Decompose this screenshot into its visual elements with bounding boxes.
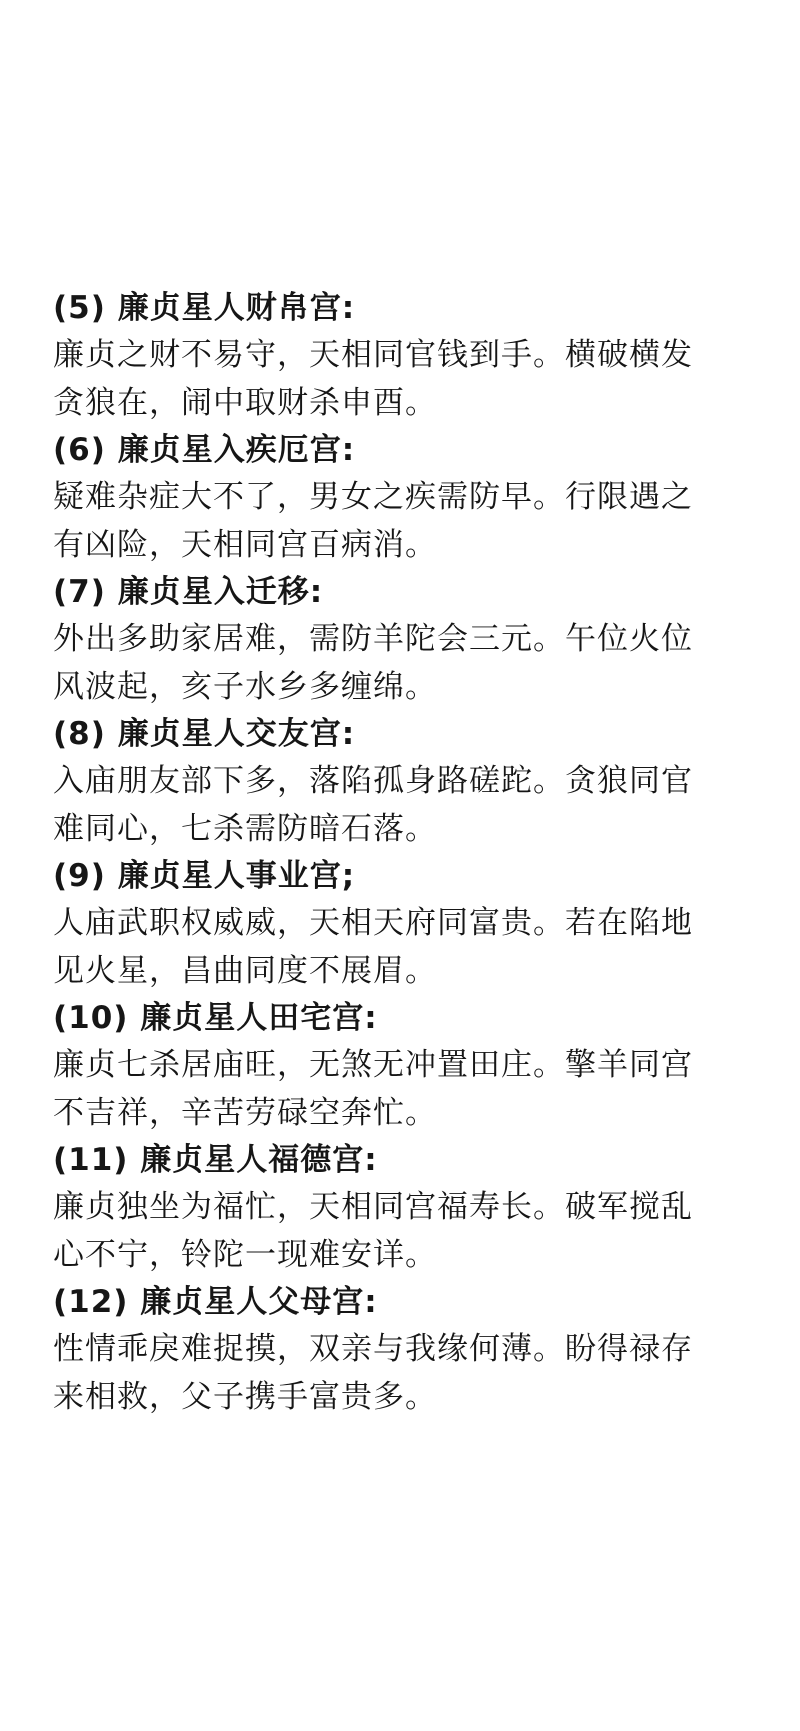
section-text-line: 廉贞七杀居庙旺，无煞无冲置田庄。擎羊同宫 <box>53 1047 693 1083</box>
section-heading: (7) 廉贞星入迁移: <box>53 574 324 610</box>
section-heading: (9) 廉贞星人事业宫; <box>53 858 356 894</box>
section-7 <box>53 569 753 711</box>
section-6 <box>53 427 753 569</box>
section-text-line: 廉贞之财不易守，天相同官钱到手。横破横发 <box>53 337 693 373</box>
section-text-line: 贪狼在，闹中取财杀申酉。 <box>53 385 437 421</box>
section-10 <box>53 995 753 1137</box>
section-text-line: 见火星，昌曲同度不展眉。 <box>53 953 437 989</box>
section-text-line: 风波起，亥子水乡多缠绵。 <box>53 669 437 705</box>
section-5 <box>53 285 753 427</box>
section-11 <box>53 1137 753 1279</box>
section-text-line: 疑难杂症大不了，男女之疾需防早。行限遇之 <box>53 479 693 515</box>
document-body <box>53 285 753 1421</box>
section-heading: (10) 廉贞星人田宅宫: <box>53 1000 378 1036</box>
section-heading: (11) 廉贞星人福德宫: <box>53 1142 378 1178</box>
section-heading: (5) 廉贞星人财帛宫: <box>53 290 356 326</box>
section-heading: (8) 廉贞星人交友宫: <box>53 716 356 752</box>
section-text-line: 廉贞独坐为福忙，天相同宫福寿长。破军搅乱 <box>53 1189 693 1225</box>
section-text-line: 人庙武职权威威，天相天府同富贵。若在陷地 <box>53 905 693 941</box>
section-text-line: 外出多助家居难，需防羊陀会三元。午位火位 <box>53 621 693 657</box>
section-9 <box>53 853 753 995</box>
section-text-line: 入庙朋友部下多，落陷孤身路磋跎。贪狼同官 <box>53 763 693 799</box>
section-heading: (12) 廉贞星人父母宫: <box>53 1284 378 1320</box>
section-text-line: 有凶险，天相同宫百病消。 <box>53 527 437 563</box>
section-12 <box>53 1279 753 1421</box>
section-text-line: 来相救，父子携手富贵多。 <box>53 1379 437 1415</box>
section-heading: (6) 廉贞星入疾厄宫: <box>53 432 356 468</box>
section-text-line: 心不宁，铃陀一现难安详。 <box>53 1237 437 1273</box>
section-8 <box>53 711 753 853</box>
section-text-line: 性情乖戾难捉摸，双亲与我缘何薄。盼得禄存 <box>53 1331 693 1367</box>
section-text-line: 难同心，七杀需防暗石落。 <box>53 811 437 847</box>
section-text-line: 不吉祥，辛苦劳碌空奔忙。 <box>53 1095 437 1131</box>
